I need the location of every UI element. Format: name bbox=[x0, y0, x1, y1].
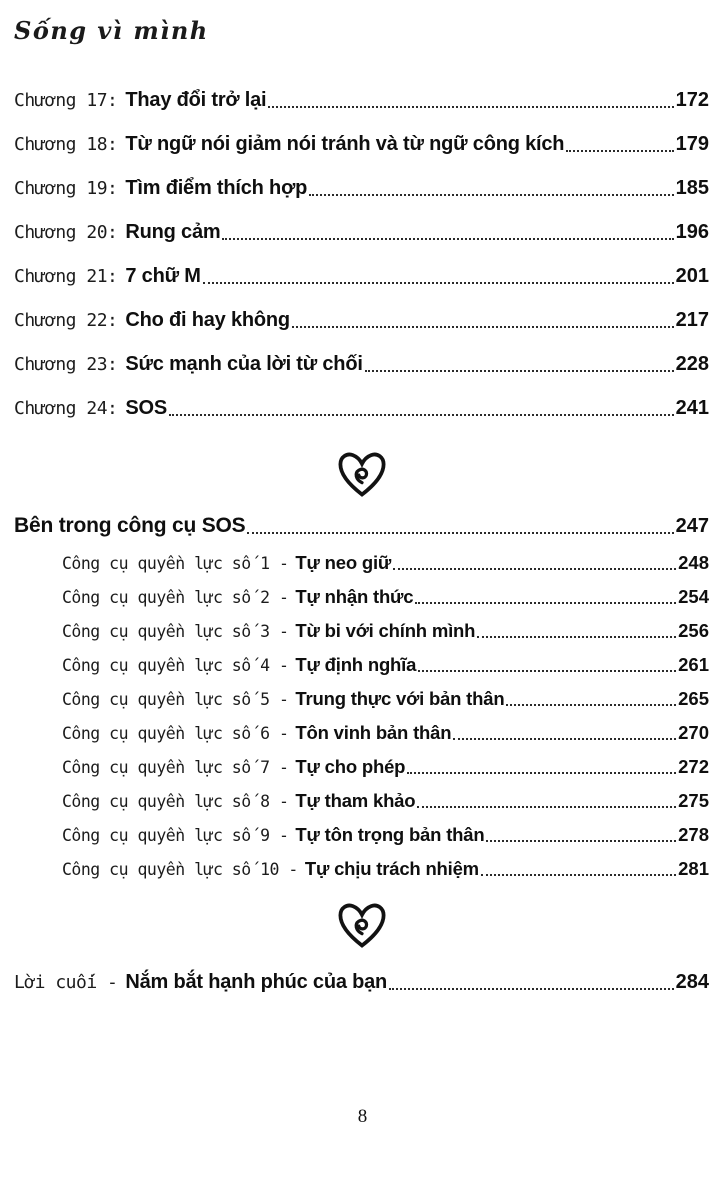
tool-prefix: Công cụ quyền lực số 2 - bbox=[62, 588, 289, 607]
page-ref: 281 bbox=[678, 858, 709, 879]
tool-prefix: Công cụ quyền lực số 4 - bbox=[62, 656, 289, 675]
tool-title: Tự cho phép bbox=[295, 756, 406, 777]
page-ref: 172 bbox=[675, 89, 709, 111]
page-ref: 247 bbox=[675, 515, 709, 537]
tool-title: Trung thực với bản thân bbox=[295, 688, 505, 709]
dot-leader bbox=[484, 824, 678, 846]
chapter-title: Rung cảm bbox=[125, 221, 221, 243]
chapter-prefix: Chương 22: bbox=[14, 310, 118, 331]
toc-row bbox=[14, 89, 709, 112]
page-ref: 201 bbox=[675, 265, 709, 287]
chapter-prefix: Chương 20: bbox=[14, 222, 118, 243]
heart-swirl-ornament bbox=[14, 892, 709, 965]
toc-row bbox=[62, 620, 709, 642]
toc-row bbox=[62, 790, 709, 812]
ending-prefix: Lời cuối - bbox=[14, 972, 118, 993]
page-number: 8 bbox=[357, 1106, 368, 1127]
page-ref: 228 bbox=[675, 353, 709, 375]
tool-prefix: Công cụ quyền lực số 10 - bbox=[62, 860, 298, 879]
dot-leader bbox=[391, 552, 678, 574]
dot-leader bbox=[290, 309, 676, 332]
toc-row bbox=[62, 824, 709, 846]
chapter-title: SOS bbox=[125, 397, 168, 419]
page-ref: 217 bbox=[675, 309, 709, 331]
section-title: Bên trong công cụ SOS bbox=[14, 514, 246, 537]
tool-title: Tự tham khảo bbox=[295, 790, 416, 811]
tool-title: Tự định nghĩa bbox=[295, 654, 417, 675]
chapter-prefix: Chương 24: bbox=[14, 398, 118, 419]
toc-row bbox=[62, 756, 709, 778]
dot-leader bbox=[504, 688, 678, 710]
chapter-prefix: Chương 23: bbox=[14, 354, 118, 375]
page-ref: 256 bbox=[678, 620, 709, 641]
tool-prefix: Công cụ quyền lực số 7 - bbox=[62, 758, 289, 777]
dot-leader bbox=[416, 654, 678, 676]
tool-prefix: Công cụ quyền lực số 3 - bbox=[62, 622, 289, 641]
dot-leader bbox=[405, 756, 678, 778]
toc-row bbox=[14, 309, 709, 332]
chapter-title: Tìm điểm thích hợp bbox=[125, 177, 308, 199]
toc-row bbox=[62, 688, 709, 710]
toc-row bbox=[14, 133, 709, 156]
dot-leader bbox=[479, 858, 678, 880]
tool-prefix: Công cụ quyền lực số 1 - bbox=[62, 554, 289, 573]
dot-leader bbox=[307, 177, 676, 200]
chapter-title: Thay đổi trở lại bbox=[125, 89, 267, 111]
book-title: Sống vì mình bbox=[14, 16, 209, 45]
page-ref: 284 bbox=[675, 971, 709, 993]
tool-title: Tôn vinh bản thân bbox=[295, 722, 452, 743]
toc-row-ending bbox=[14, 971, 709, 994]
tool-title: Từ bi với chính mình bbox=[295, 620, 476, 641]
chapter-title: Sức mạnh của lời từ chối bbox=[125, 353, 363, 375]
tool-title: Tự nhận thức bbox=[295, 586, 414, 607]
dot-leader bbox=[266, 89, 675, 112]
dot-leader bbox=[413, 586, 678, 608]
dot-leader bbox=[564, 133, 675, 156]
toc-row-sos-section bbox=[14, 514, 709, 538]
ending-title: Nắm bắt hạnh phúc của bạn bbox=[125, 971, 388, 993]
toc-row bbox=[14, 265, 709, 288]
toc-row bbox=[62, 722, 709, 744]
tool-prefix: Công cụ quyền lực số 9 - bbox=[62, 826, 289, 845]
chapter-prefix: Chương 18: bbox=[14, 134, 118, 155]
toc-row bbox=[14, 397, 709, 420]
toc-row bbox=[62, 552, 709, 574]
chapter-prefix: Chương 17: bbox=[14, 90, 118, 111]
page-ref: 278 bbox=[678, 824, 709, 845]
dot-leader bbox=[451, 722, 678, 744]
dot-leader bbox=[415, 790, 678, 812]
toc-row bbox=[14, 221, 709, 244]
dot-leader bbox=[220, 221, 675, 244]
chapter-list bbox=[14, 89, 709, 420]
tool-title: Tự tôn trọng bản thân bbox=[295, 824, 485, 845]
dot-leader bbox=[167, 397, 676, 420]
page-ref: 185 bbox=[675, 177, 709, 199]
page-ref: 254 bbox=[678, 586, 709, 607]
dot-leader bbox=[201, 265, 676, 288]
tool-prefix: Công cụ quyền lực số 8 - bbox=[62, 792, 289, 811]
tool-title: Tự neo giữ bbox=[295, 552, 392, 573]
heart-swirl-ornament bbox=[14, 441, 709, 514]
tool-title: Tự chịu trách nhiệm bbox=[304, 858, 479, 879]
tool-prefix: Công cụ quyền lực số 6 - bbox=[62, 724, 289, 743]
tool-prefix: Công cụ quyền lực số 5 - bbox=[62, 690, 289, 709]
page-ref: 261 bbox=[678, 654, 709, 675]
chapter-title: 7 chữ M bbox=[125, 265, 201, 287]
dot-leader bbox=[363, 353, 676, 376]
dot-leader bbox=[245, 514, 675, 538]
toc-row bbox=[62, 586, 709, 608]
chapter-title: Cho đi hay không bbox=[125, 309, 290, 331]
toc-row bbox=[62, 858, 709, 880]
page-ref: 179 bbox=[675, 133, 709, 155]
page-ref: 196 bbox=[675, 221, 709, 243]
dot-leader bbox=[387, 971, 676, 994]
page-ref: 265 bbox=[678, 688, 709, 709]
toc-row bbox=[14, 353, 709, 376]
chapter-prefix: Chương 21: bbox=[14, 266, 118, 287]
chapter-title: Từ ngữ nói giảm nói tránh và từ ngữ công kích bbox=[125, 133, 565, 155]
toc-row bbox=[62, 654, 709, 676]
page-ref: 248 bbox=[678, 552, 709, 573]
dot-leader bbox=[475, 620, 678, 642]
page-ref: 275 bbox=[678, 790, 709, 811]
chapter-prefix: Chương 19: bbox=[14, 178, 118, 199]
page-ref: 272 bbox=[678, 756, 709, 777]
tool-list bbox=[14, 552, 709, 880]
page-ref: 270 bbox=[678, 722, 709, 743]
page-ref: 241 bbox=[675, 397, 709, 419]
toc-row bbox=[14, 177, 709, 200]
